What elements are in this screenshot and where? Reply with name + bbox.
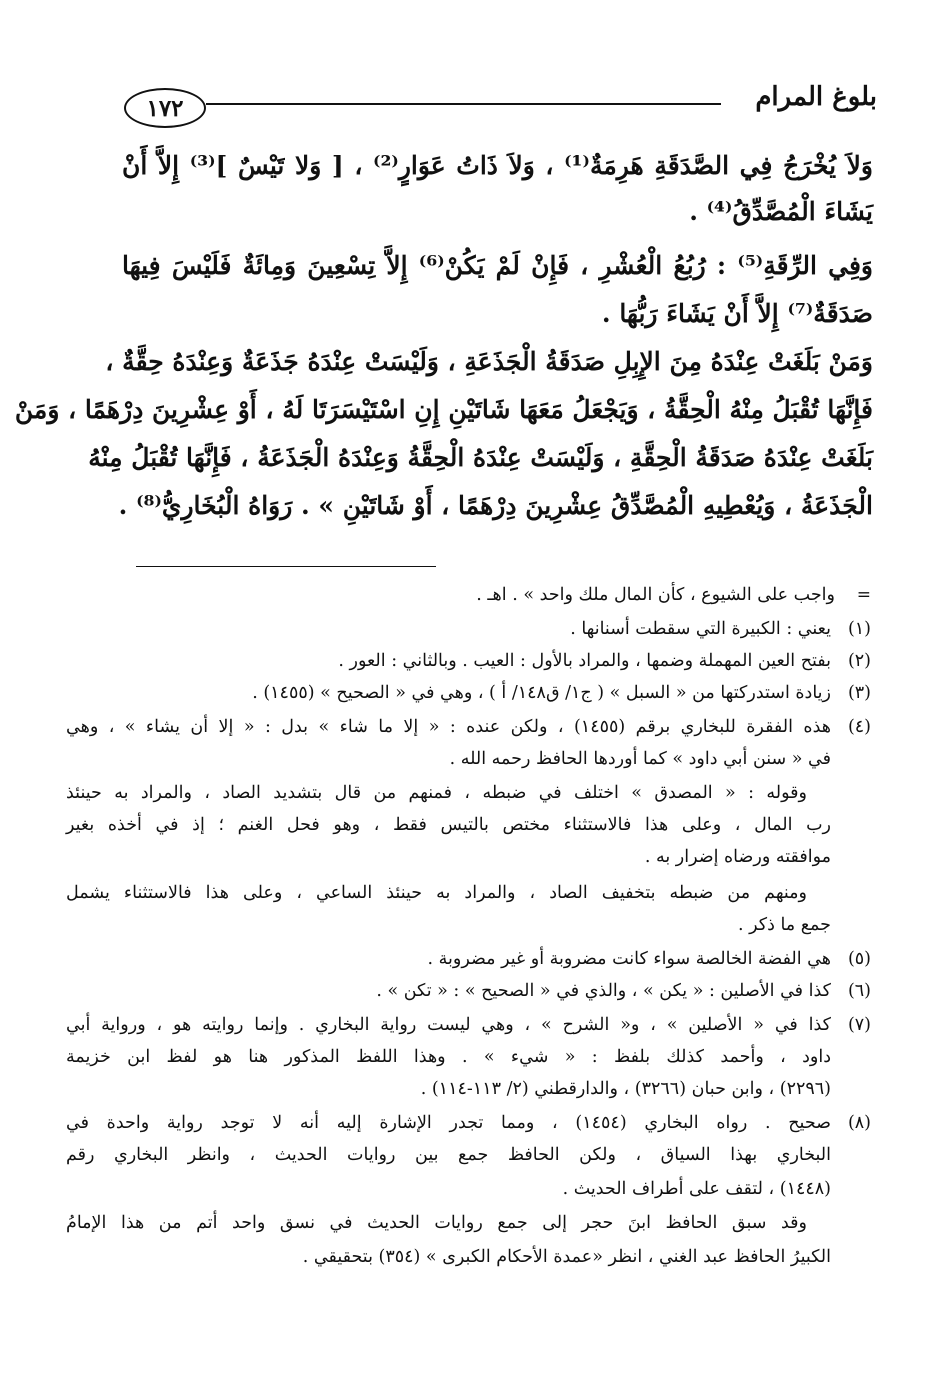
page-number-badge [124, 88, 206, 128]
footnote-number: (٤) [847, 717, 871, 737]
footnote-line: الكبيرُ الحافظ عبد الغني ، انظر «عمدة الأحكام الكبرى » (٣٥٤) بتحقيقي . [302, 1247, 831, 1267]
footnote-number: (٧) [847, 1015, 871, 1035]
footnote-number: (٣) [847, 683, 871, 703]
footnote-line: في « سنن أبي داود » كما أوردها الحافظ رحمه الله . [449, 749, 831, 769]
footnote-line: يعني : الكبيرة التي سقطت أسنانها . [570, 619, 831, 639]
hadith-line: وَلاَ يُخْرَجُ فِي الصَّدَقَةِ هَرِمَةٌ⁽¹⁾ ، وَلاَ ذَاتُ عَوَارٍ⁽²⁾ ، [ وَلا تَيْسٌ ]⁽³⁾ إِلاَّ أَنْ [122, 151, 873, 180]
footnote-line: وقد سبق الحافظ ابنَ حجر إلى جمع روايات الحديث في نسق واحد أتم من هذا الإمامُ [66, 1213, 807, 1233]
footnote-line: زيادة استدركتها من « السبل » ( ج١/ ق١٤٨/ أ ) ، وهي في « الصحيح » (١٤٥٥) . [252, 683, 831, 703]
footnote-number: (٥) [847, 949, 871, 969]
footnote-line: هذه الفقرة للبخاري برقم (١٤٥٥) ، ولكن عنده : « إلا ما شاء » بدل : « إلا أن يشاء » ، وهي [66, 717, 831, 737]
footnote-line: ومنهم من ضبطه بتخفيف الصاد ، والمراد به حينئذ الساعي ، وعلى هذا فالاستثناء يشمل [66, 883, 807, 903]
hadith-line: الْجَذَعَةُ ، وَيُعْطِيهِ الْمُصَّدِّقُ عِشْرِينَ دِرْهَمًا ، أَوْ شَاتَيْنِ » . رَوَاهُ الْبُخَارِيُّ⁽⁸⁾ . [118, 491, 873, 520]
hadith-line: وَفِي الرِّقَةِ⁽⁵⁾ : رُبُعُ الْعُشْرِ ، فَإِنْ لَمْ يَكُنْ⁽⁶⁾ إِلاَّ تِسْعِينَ وَمِائَةٌ فَلَيْسَ فِيهَا [122, 251, 873, 280]
footnote-line: بفتح العين المهملة وضمها ، والمراد بالأول : العيب . وبالثاني : العور . [338, 651, 831, 671]
hadith-line: بَلَغَتْ عِنْدَهُ صَدَقَةُ الْحِقَّةِ ، وَلَيْسَتْ عِنْدَهُ الْحِقَّةُ وَعِنْدَهُ الْجَذَعَةُ ، فَإِنَّهَا تُقْبَلُ مِنْهُ [88, 443, 873, 472]
footnote-line: جمع ما ذكر . [738, 915, 831, 935]
footnote-line: (٢٢٩٦) ، وابن حبان (٣٢٦٦) ، والدارقطني (٢/ ١١٣-١١٤) . [420, 1079, 831, 1099]
footnote-number: (١) [847, 619, 871, 639]
hadith-line: فَإِنَّهَا تُقْبَلُ مِنْهُ الْحِقَّةُ ، وَيَجْعَلُ مَعَهَا شَاتَيْنِ إِنِ اسْتَيْسَرَتَا لَهُ ، أَوْ عِشْرِينَ دِرْهَمًا ، وَمَنْ [14, 395, 873, 424]
header-rule [206, 103, 721, 105]
footnote-number: (٦) [847, 981, 871, 1001]
footnote-line: رب المال ، وعلى هذا فالاستثناء مختص بالتيس فقط ، وهو فحل الغنم ؛ إذ في أخذه بغير [66, 815, 831, 835]
hadith-line: صَدَقَةٌ⁽⁷⁾ إِلاَّ أَنْ يَشَاءَ رَبُّهَا . [601, 299, 873, 328]
continuation-mark: = [856, 585, 871, 605]
footnote-line: وقوله : « المصدق » اختلف في ضبطه ، فمنهم من قال بتشديد الصاد ، والمراد به حينئذ [66, 783, 807, 803]
footnote-line: البخاري بهذا السياق ، ولكن الحافظ جمع بين روايات الحديث ، وانظر البخاري رقم [66, 1145, 831, 1165]
page-number: ١٧٢ [146, 94, 184, 122]
footnote-line: داود ، وأحمد كذلك بلفظ : « شيء » . وهذا اللفظ المذكور هنا هو لفظ ابن خزيمة [66, 1047, 831, 1067]
footnote-line: موافقته ورضاه إضرار به . [644, 847, 831, 867]
footnote-line: كذا في الأصلين : « يكن » ، والذي في « الصحيح » : « تكن » . [376, 981, 831, 1001]
hadith-line: وَمَنْ بَلَغَتْ عِنْدَهُ مِنَ الإِبِلِ صَدَقَةُ الْجَذَعَةِ ، وَلَيْسَتْ عِنْدَهُ جَذَعَةٌ وَعِنْدَهُ حِقَّةٌ ، [105, 347, 873, 376]
running-title: بلوغ المرام [755, 82, 877, 112]
footnote-line: (١٤٤٨) ، لتقف على أطراف الحديث . [562, 1179, 831, 1199]
footnote-separator [136, 566, 436, 567]
hadith-line: يَشَاءَ الْمُصَّدِّقُ⁽⁴⁾ . [689, 197, 873, 226]
footnote-line: واجب على الشيوع ، كأن المال ملك واحد » . اهـ . [476, 585, 835, 605]
footnote-line: صحيح . رواه البخاري (١٤٥٤) ، ومما تجدر الإشارة إليه أنه لا توجد رواية واحدة في [66, 1113, 831, 1133]
footnote-number: (٨) [847, 1113, 871, 1133]
footnote-line: كذا في « الأصلين » ، و« الشرح » ، وهي ليست رواية البخاري . وإنما روايته هو ، ورواية أبي [66, 1015, 831, 1035]
footnote-line: هي الفضة الخالصة سواء كانت مضروبة أو غير مضروبة . [427, 949, 831, 969]
footnote-number: (٢) [847, 651, 871, 671]
